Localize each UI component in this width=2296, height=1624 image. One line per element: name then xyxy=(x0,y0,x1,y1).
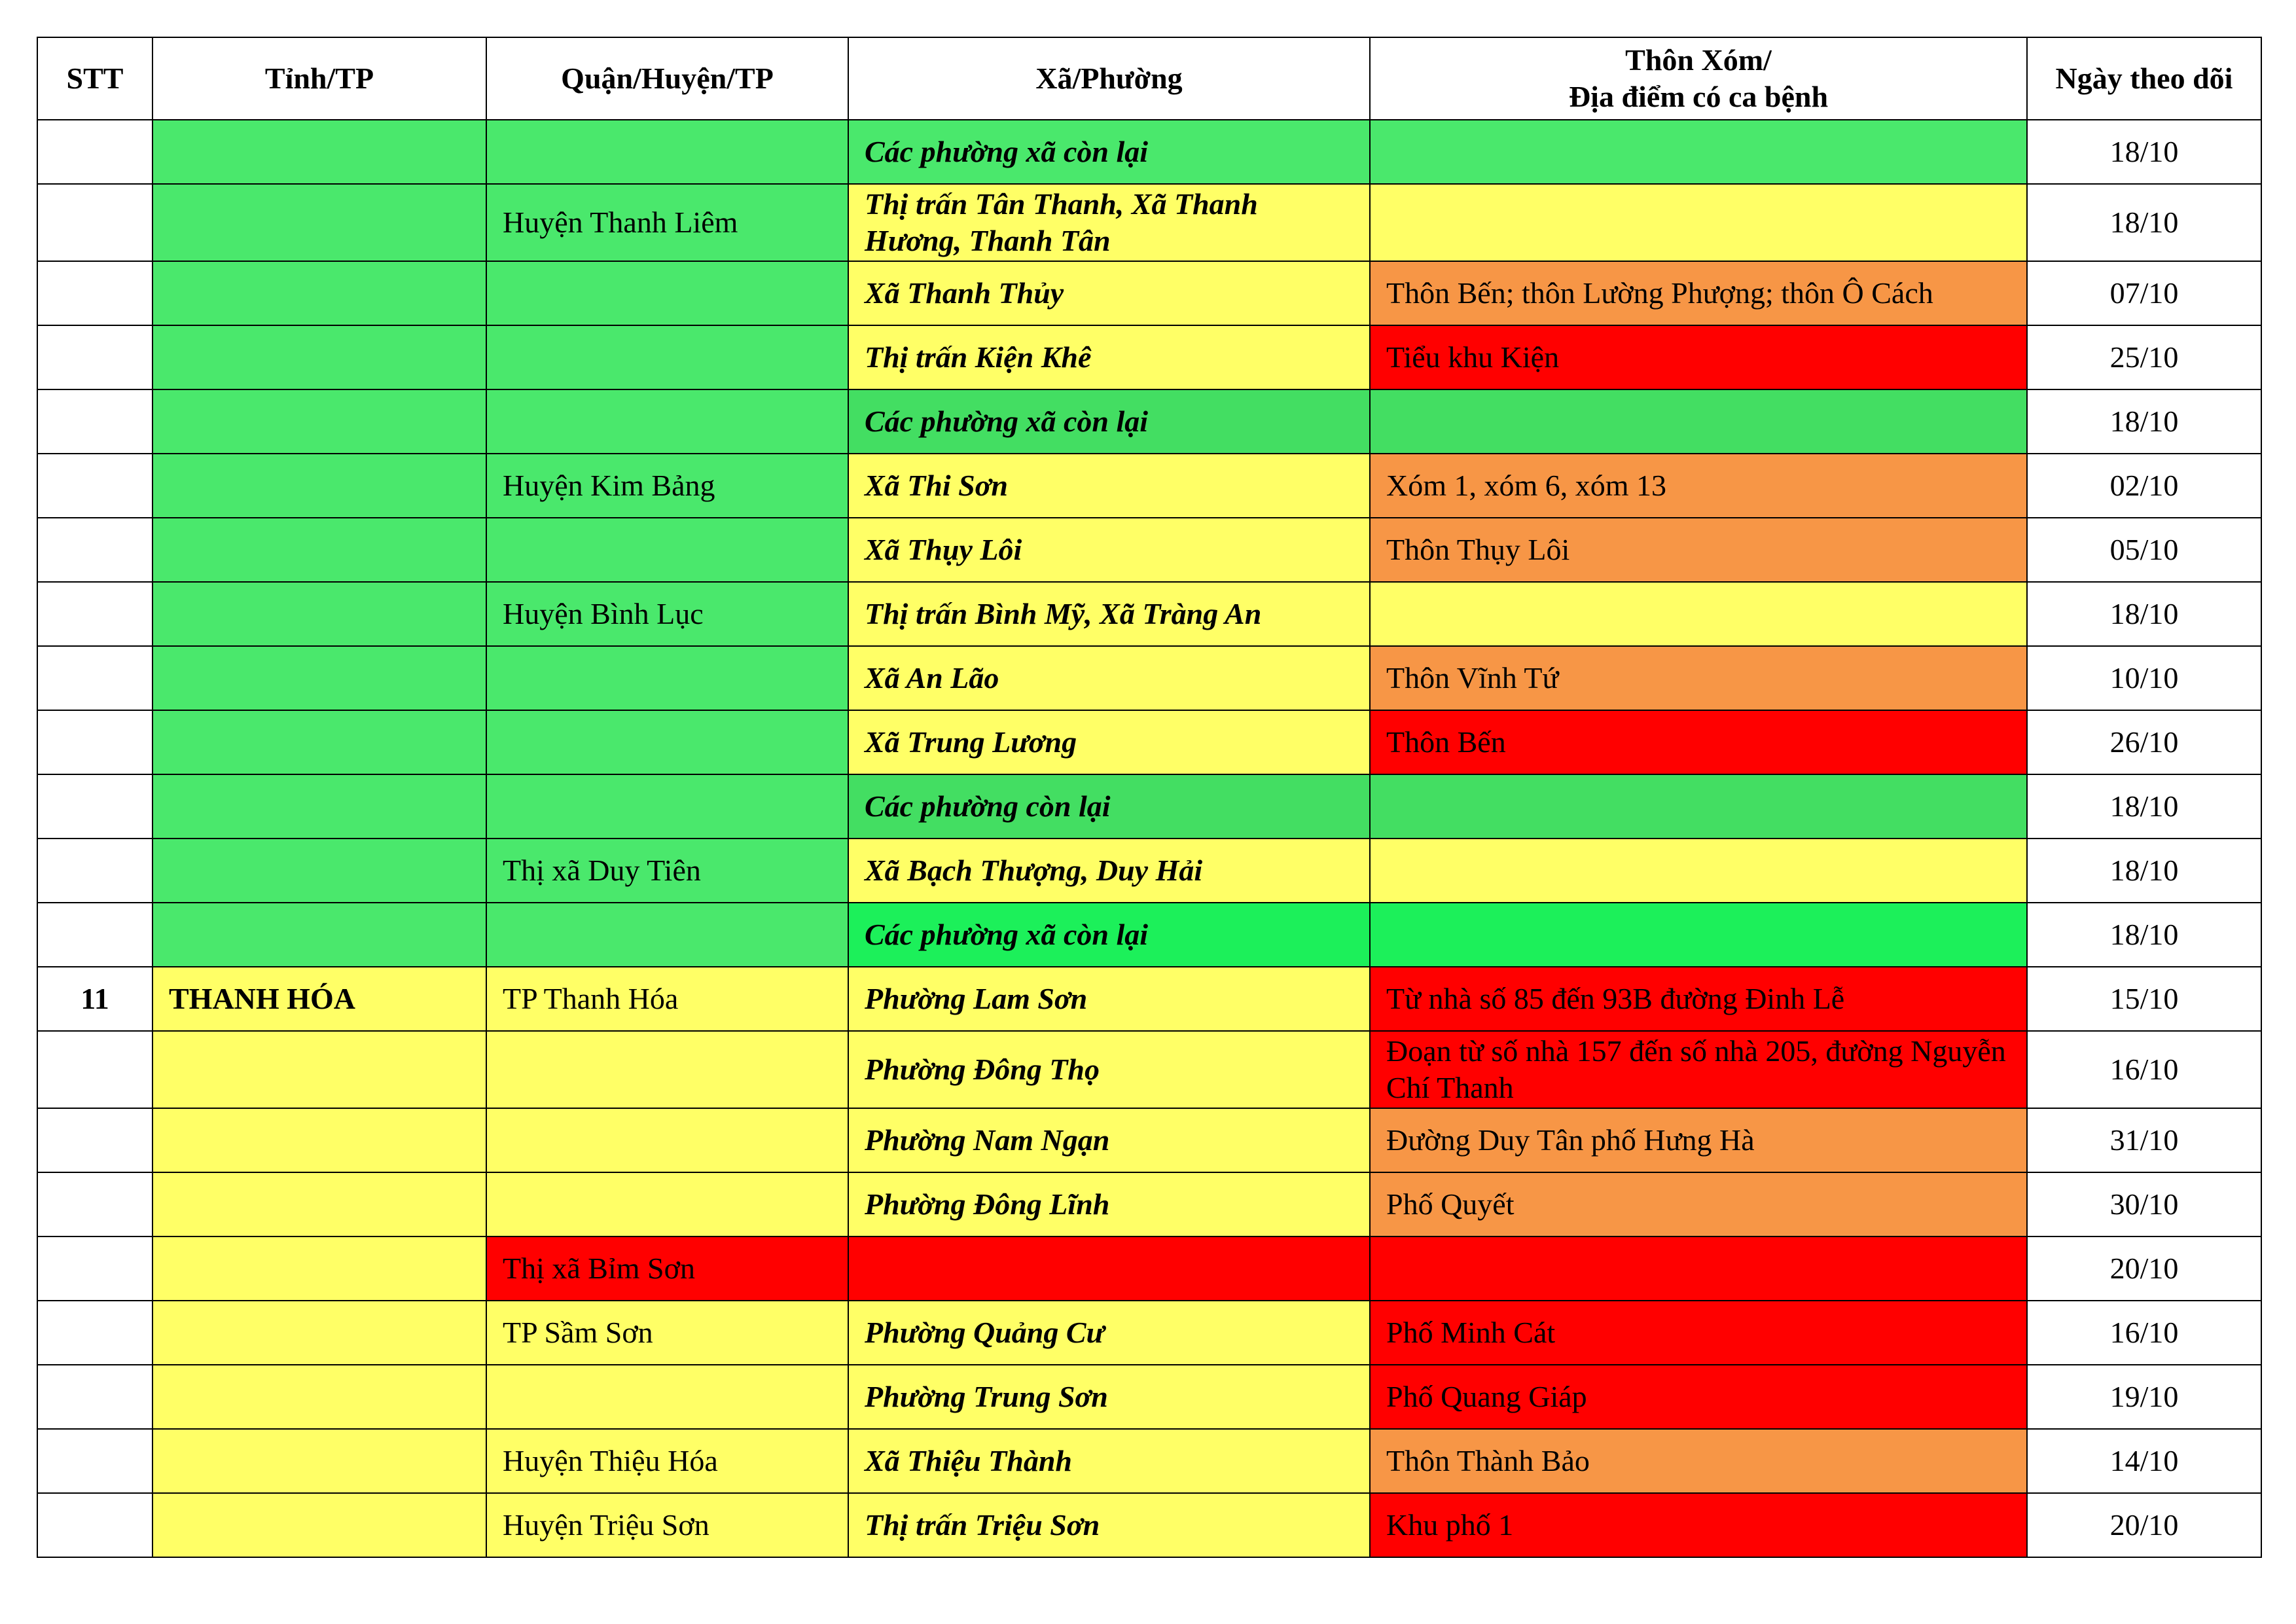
cell-ward: Các phường xã còn lại xyxy=(848,120,1370,184)
outbreak-table xyxy=(37,37,2262,1558)
cell-district xyxy=(486,120,848,184)
table-row xyxy=(37,1236,2261,1301)
cell-ward: Các phường còn lại xyxy=(848,774,1370,839)
cell-province xyxy=(152,454,486,518)
cell-village: Thôn Thành Bảo xyxy=(1370,1429,2027,1493)
cell-ward: Các phường xã còn lại xyxy=(848,903,1370,967)
cell-province xyxy=(152,1236,486,1301)
cell-ward: Xã Bạch Thượng, Duy Hải xyxy=(848,839,1370,903)
cell-district: Huyện Thanh Liêm xyxy=(486,184,848,261)
cell-stt xyxy=(37,1108,152,1172)
cell-village: Xóm 1, xóm 6, xóm 13 xyxy=(1370,454,2027,518)
cell-stt xyxy=(37,646,152,710)
table-row xyxy=(37,903,2261,967)
cell-province xyxy=(152,903,486,967)
cell-village: Đoạn từ số nhà 157 đến số nhà 205, đường Nguyễn Chí Thanh xyxy=(1370,1031,2027,1108)
cell-village xyxy=(1370,120,2027,184)
cell-date: 26/10 xyxy=(2027,710,2261,774)
cell-ward: Xã An Lão xyxy=(848,646,1370,710)
cell-province xyxy=(152,1365,486,1429)
cell-district xyxy=(486,1108,848,1172)
header-village xyxy=(1370,37,2027,120)
cell-stt xyxy=(37,839,152,903)
cell-stt: 11 xyxy=(37,967,152,1031)
cell-stt xyxy=(37,1236,152,1301)
cell-district: Huyện Kim Bảng xyxy=(486,454,848,518)
table-row xyxy=(37,582,2261,646)
cell-stt xyxy=(37,1301,152,1365)
cell-village: Thôn Thụy Lôi xyxy=(1370,518,2027,582)
cell-district xyxy=(486,774,848,839)
cell-village xyxy=(1370,184,2027,261)
cell-ward: Các phường xã còn lại xyxy=(848,389,1370,454)
cell-ward: Phường Trung Sơn xyxy=(848,1365,1370,1429)
cell-district: Huyện Triệu Sơn xyxy=(486,1493,848,1557)
cell-village xyxy=(1370,774,2027,839)
cell-province xyxy=(152,261,486,325)
cell-ward: Thị trấn Bình Mỹ, Xã Tràng An xyxy=(848,582,1370,646)
table-row xyxy=(37,1301,2261,1365)
cell-district: Huyện Bình Lục xyxy=(486,582,848,646)
cell-province xyxy=(152,1429,486,1493)
cell-district: Huyện Thiệu Hóa xyxy=(486,1429,848,1493)
cell-ward xyxy=(848,1236,1370,1301)
cell-stt xyxy=(37,120,152,184)
cell-ward: Thị trấn Kiện Khê xyxy=(848,325,1370,389)
cell-date: 15/10 xyxy=(2027,967,2261,1031)
cell-stt xyxy=(37,1493,152,1557)
cell-ward: Phường Đông Lĩnh xyxy=(848,1172,1370,1236)
cell-province xyxy=(152,389,486,454)
table-row xyxy=(37,710,2261,774)
cell-ward: Xã Trung Lương xyxy=(848,710,1370,774)
table-row xyxy=(37,774,2261,839)
cell-stt xyxy=(37,1172,152,1236)
table-row xyxy=(37,1493,2261,1557)
cell-province xyxy=(152,325,486,389)
cell-village xyxy=(1370,389,2027,454)
table-row xyxy=(37,454,2261,518)
cell-stt xyxy=(37,710,152,774)
cell-village: Thôn Vĩnh Tứ xyxy=(1370,646,2027,710)
header-date: Ngày theo dõi xyxy=(2027,37,2261,120)
cell-ward: Phường Quảng Cư xyxy=(848,1301,1370,1365)
cell-ward: Xã Thi Sơn xyxy=(848,454,1370,518)
header-ward: Xã/Phường xyxy=(848,37,1370,120)
cell-date: 07/10 xyxy=(2027,261,2261,325)
cell-stt xyxy=(37,774,152,839)
cell-village: Đường Duy Tân phố Hưng Hà xyxy=(1370,1108,2027,1172)
cell-district xyxy=(486,646,848,710)
cell-village xyxy=(1370,903,2027,967)
cell-date: 10/10 xyxy=(2027,646,2261,710)
cell-village: Phố Quyết xyxy=(1370,1172,2027,1236)
cell-province xyxy=(152,518,486,582)
cell-district xyxy=(486,325,848,389)
cell-province xyxy=(152,120,486,184)
cell-stt xyxy=(37,325,152,389)
table-row xyxy=(37,120,2261,184)
table-row xyxy=(37,1429,2261,1493)
cell-province xyxy=(152,1301,486,1365)
table-row xyxy=(37,967,2261,1031)
cell-village xyxy=(1370,582,2027,646)
cell-stt xyxy=(37,454,152,518)
table-row xyxy=(37,1031,2261,1108)
cell-district: Thị xã Bỉm Sơn xyxy=(486,1236,848,1301)
cell-village: Thôn Bến xyxy=(1370,710,2027,774)
header-district: Quận/Huyện/TP xyxy=(486,37,848,120)
cell-district: TP Sầm Sơn xyxy=(486,1301,848,1365)
cell-date: 20/10 xyxy=(2027,1493,2261,1557)
cell-date: 14/10 xyxy=(2027,1429,2261,1493)
cell-date: 02/10 xyxy=(2027,454,2261,518)
cell-province xyxy=(152,710,486,774)
cell-district xyxy=(486,261,848,325)
cell-stt xyxy=(37,1429,152,1493)
cell-village xyxy=(1370,1236,2027,1301)
cell-village xyxy=(1370,839,2027,903)
cell-date: 18/10 xyxy=(2027,389,2261,454)
cell-province xyxy=(152,839,486,903)
cell-province xyxy=(152,1172,486,1236)
cell-district: Thị xã Duy Tiên xyxy=(486,839,848,903)
cell-date: 31/10 xyxy=(2027,1108,2261,1172)
table-row xyxy=(37,325,2261,389)
cell-district xyxy=(486,1172,848,1236)
cell-village: Từ nhà số 85 đến 93B đường Đinh Lễ xyxy=(1370,967,2027,1031)
cell-ward: Xã Thiệu Thành xyxy=(848,1429,1370,1493)
cell-district xyxy=(486,518,848,582)
cell-ward: Xã Thụy Lôi xyxy=(848,518,1370,582)
cell-stt xyxy=(37,261,152,325)
cell-district xyxy=(486,710,848,774)
cell-date: 18/10 xyxy=(2027,774,2261,839)
cell-village: Phố Minh Cát xyxy=(1370,1301,2027,1365)
cell-province xyxy=(152,774,486,839)
header-row xyxy=(37,37,2261,120)
cell-province xyxy=(152,582,486,646)
cell-date: 25/10 xyxy=(2027,325,2261,389)
cell-district: TP Thanh Hóa xyxy=(486,967,848,1031)
cell-date: 20/10 xyxy=(2027,1236,2261,1301)
cell-district xyxy=(486,903,848,967)
table-row xyxy=(37,1108,2261,1172)
cell-stt xyxy=(37,389,152,454)
cell-date: 18/10 xyxy=(2027,903,2261,967)
cell-ward: Phường Đông Thọ xyxy=(848,1031,1370,1108)
cell-village: Phố Quang Giáp xyxy=(1370,1365,2027,1429)
cell-province xyxy=(152,1493,486,1557)
cell-province xyxy=(152,1031,486,1108)
cell-date: 18/10 xyxy=(2027,120,2261,184)
cell-stt xyxy=(37,1031,152,1108)
cell-date: 30/10 xyxy=(2027,1172,2261,1236)
cell-ward: Thị trấn Tân Thanh, Xã Thanh Hương, Thanh Tân xyxy=(848,184,1370,261)
cell-stt xyxy=(37,903,152,967)
cell-date: 18/10 xyxy=(2027,184,2261,261)
cell-date: 18/10 xyxy=(2027,839,2261,903)
cell-village: Khu phố 1 xyxy=(1370,1493,2027,1557)
cell-province xyxy=(152,184,486,261)
cell-date: 16/10 xyxy=(2027,1031,2261,1108)
table-row xyxy=(37,1365,2261,1429)
header-village-line2: Địa điểm có ca bệnh xyxy=(1568,80,1829,113)
table-row xyxy=(37,184,2261,261)
table-row xyxy=(37,1172,2261,1236)
table-row xyxy=(37,839,2261,903)
cell-date: 05/10 xyxy=(2027,518,2261,582)
table-row xyxy=(37,518,2261,582)
cell-district xyxy=(486,389,848,454)
cell-date: 16/10 xyxy=(2027,1301,2261,1365)
cell-stt xyxy=(37,1365,152,1429)
table-row xyxy=(37,261,2261,325)
header-province: Tỉnh/TP xyxy=(152,37,486,120)
cell-ward: Xã Thanh Thủy xyxy=(848,261,1370,325)
table-row xyxy=(37,389,2261,454)
cell-district xyxy=(486,1365,848,1429)
cell-stt xyxy=(37,518,152,582)
cell-ward: Phường Nam Ngạn xyxy=(848,1108,1370,1172)
table-row xyxy=(37,646,2261,710)
cell-province: THANH HÓA xyxy=(152,967,486,1031)
cell-stt xyxy=(37,582,152,646)
cell-province xyxy=(152,646,486,710)
cell-village: Thôn Bến; thôn Lường Phượng; thôn Ô Cách xyxy=(1370,261,2027,325)
cell-date: 19/10 xyxy=(2027,1365,2261,1429)
cell-ward: Thị trấn Triệu Sơn xyxy=(848,1493,1370,1557)
cell-stt xyxy=(37,184,152,261)
cell-date: 18/10 xyxy=(2027,582,2261,646)
cell-province xyxy=(152,1108,486,1172)
cell-village: Tiểu khu Kiện xyxy=(1370,325,2027,389)
cell-district xyxy=(486,1031,848,1108)
cell-ward: Phường Lam Sơn xyxy=(848,967,1370,1031)
header-stt: STT xyxy=(37,37,152,120)
header-village-line1: Thôn Xóm/ xyxy=(1625,43,1772,77)
